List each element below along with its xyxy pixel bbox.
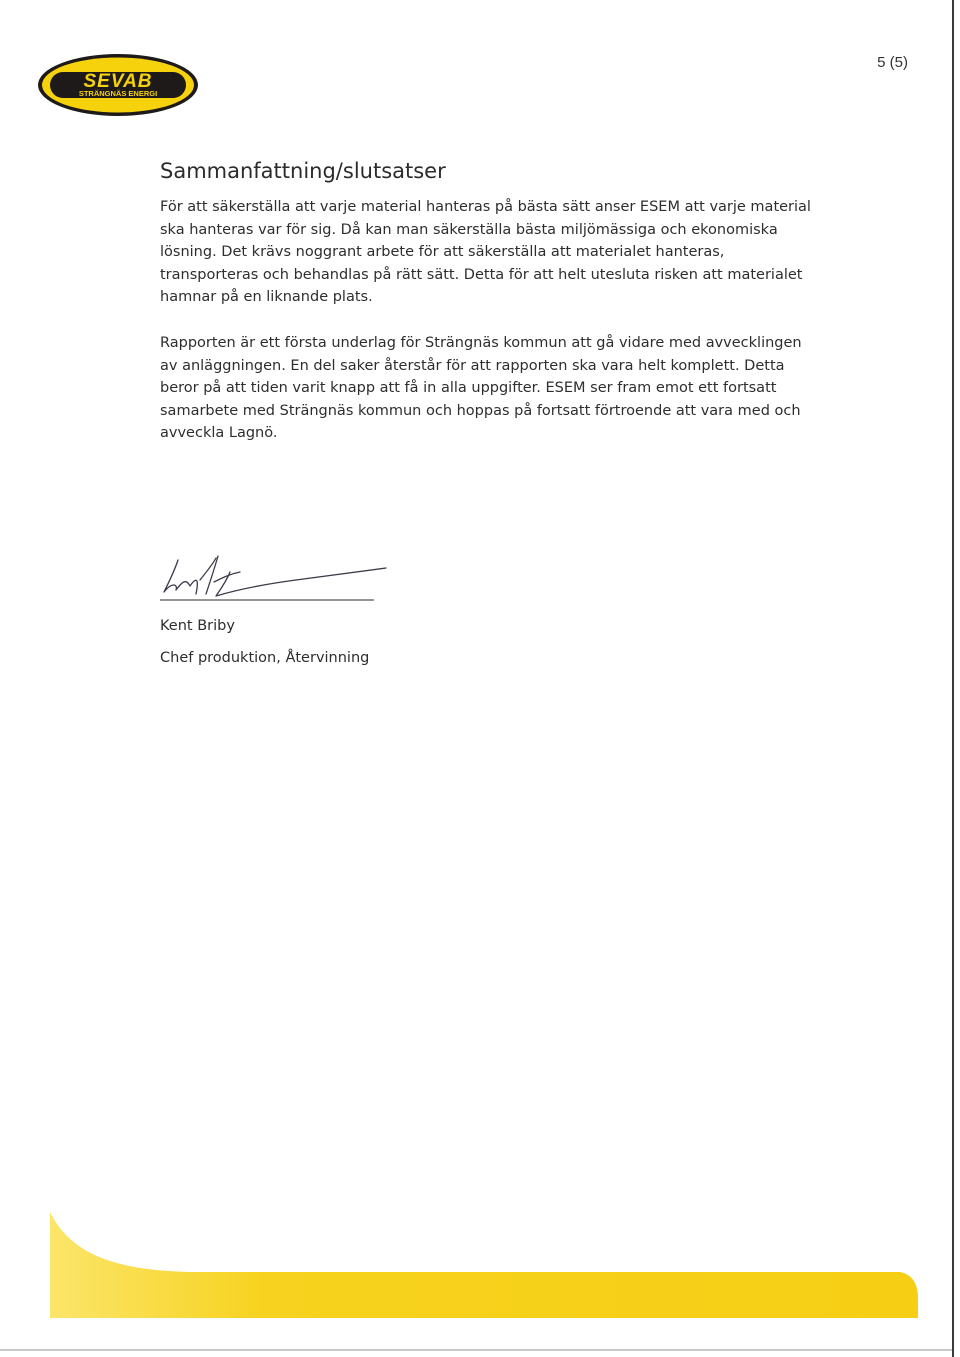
signer-title: Chef produktion, Återvinning bbox=[160, 650, 370, 666]
svg-text:STRÄNGNÄS ENERGI: STRÄNGNÄS ENERGI bbox=[78, 89, 158, 98]
footer-yellow-band bbox=[50, 1212, 918, 1318]
signer-name: Kent Briby bbox=[160, 618, 235, 634]
handwritten-signature bbox=[156, 552, 396, 608]
sevab-logo bbox=[36, 52, 200, 118]
svg-text:SEVAB: SEVAB bbox=[83, 71, 153, 92]
page-bottom-edge bbox=[0, 1349, 952, 1351]
paragraph-conclusion: Rapporten är ett första underlag för Strängnäs kommun att gå vidare med avvecklingen av anläggningen. En del saker återstår för att rapporten ska vara helt komplett. Detta beror på att tiden varit knapp att få in alla uppgifter. ESEM ser fram emot ett fortsatt samarbete med Strängnäs kommun och hoppas på fortsatt förtroende att vara med och avveckla Lagnö. bbox=[160, 334, 802, 442]
section-heading: Sammanfattning/slutsatser bbox=[160, 159, 446, 183]
page-number: 5 (5) bbox=[877, 54, 908, 71]
page-right-edge bbox=[952, 0, 954, 1357]
paragraph-summary: För att säkerställa att varje material hanteras på bästa sätt anser ESEM att varje material ska hanteras var för sig. Då kan man säkerställa bästa miljömässiga och ekonomiska lösning. Det krävs noggrant arbete för att säkerställa att materialet hanteras, transporteras och behandlas på rätt sätt. Detta för att helt utesluta risken att materialet hamnar på en liknande plats. bbox=[160, 199, 811, 306]
document-body bbox=[160, 156, 820, 445]
